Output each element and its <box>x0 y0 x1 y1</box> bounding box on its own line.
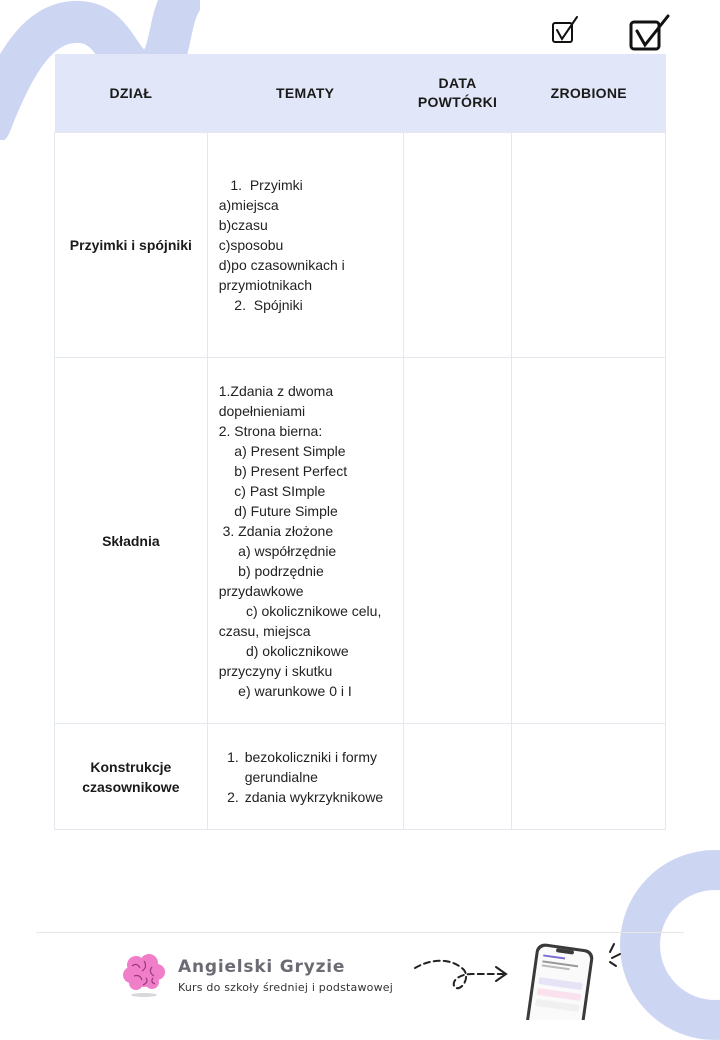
cell-data-powtorki[interactable] <box>403 133 512 358</box>
topic-line: 2. Spójniki <box>218 297 303 313</box>
topic-line: 2. Strona bierna: <box>218 422 323 439</box>
study-plan-table <box>54 54 666 830</box>
topic-line: d) okolicznikowe <box>218 642 349 659</box>
column-header-data-powtorki <box>403 54 512 133</box>
cell-zrobione[interactable] <box>512 133 666 358</box>
topic-line: 1. Przyimki <box>218 177 303 193</box>
dashed-arrow-icon <box>412 954 512 994</box>
topic-line: a)miejsca <box>218 197 279 213</box>
table-row <box>55 358 666 724</box>
smartphone-icon <box>520 940 630 1020</box>
topic-list-item: 1. bezokoliczniki i formy gerundialne <box>243 747 393 787</box>
dzial-text-line: Konstrukcje <box>90 758 172 775</box>
cell-tematy <box>207 358 403 724</box>
topic-line: 1.Zdania z dwoma <box>218 382 334 399</box>
cell-zrobione[interactable] <box>512 358 666 724</box>
cell-zrobione[interactable] <box>512 724 666 830</box>
topic-line: czasu, miejsca <box>218 622 311 639</box>
topic-line: przymiotnikach <box>218 277 313 293</box>
cell-dzial <box>55 724 208 830</box>
cell-tematy <box>207 133 403 358</box>
brand-tagline: Kurs do szkoły średniej i podstawowej <box>178 980 394 994</box>
topic-line: c) okolicznikowe celu, <box>218 602 382 619</box>
topic-line: dopełnieniami <box>218 402 306 419</box>
header-checkboxes <box>548 14 672 52</box>
topic-line: e) warunkowe 0 i I <box>218 682 352 699</box>
decorative-ring <box>620 850 720 1040</box>
topic-list <box>219 747 393 807</box>
topic-list-item: 2. zdania wykrzyknikowe <box>243 787 393 807</box>
topic-line: b) Present Perfect <box>218 462 348 479</box>
topic-line: a) współrzędnie <box>218 542 337 559</box>
checkbox-checked-small-icon <box>548 14 580 46</box>
cell-dzial: Przyimki i spójniki <box>55 133 208 358</box>
footer-divider <box>36 932 684 933</box>
topic-line: przyczyny i skutku <box>218 662 333 679</box>
brand-text <box>178 957 393 994</box>
topic-line: przydawkowe <box>218 582 304 599</box>
header-text-line: POWTÓRKI <box>417 94 498 110</box>
topic-line: 3. Zdania złożone <box>218 522 334 539</box>
cell-tematy <box>207 724 403 830</box>
topic-line: c)sposobu <box>218 237 284 253</box>
brain-icon <box>122 952 166 998</box>
topic-line: d)po czasownikach i <box>218 257 345 273</box>
topic-line: b) podrzędnie <box>218 562 324 579</box>
checkbox-checked-large-icon <box>628 14 672 52</box>
header-text-line: DATA <box>438 75 477 91</box>
dzial-text-line: czasownikowe <box>82 778 180 795</box>
cell-data-powtorki[interactable] <box>403 358 512 724</box>
column-header-tematy: TEMATY <box>207 54 403 133</box>
cell-dzial: Składnia <box>55 358 208 724</box>
table-row <box>55 724 666 830</box>
brand-name: Angielski Gryzie <box>178 956 346 977</box>
footer-brand <box>122 952 393 998</box>
topic-line: b)czasu <box>218 217 268 233</box>
topic-line: d) Future Simple <box>218 502 338 519</box>
column-header-zrobione: ZROBIONE <box>512 54 666 133</box>
column-header-dzial: DZIAŁ <box>55 54 208 133</box>
topic-line: c) Past SImple <box>218 482 326 499</box>
cell-data-powtorki[interactable] <box>403 724 512 830</box>
table-row <box>55 133 666 358</box>
topic-line: a) Present Simple <box>218 442 346 459</box>
table-header-row <box>55 54 666 133</box>
